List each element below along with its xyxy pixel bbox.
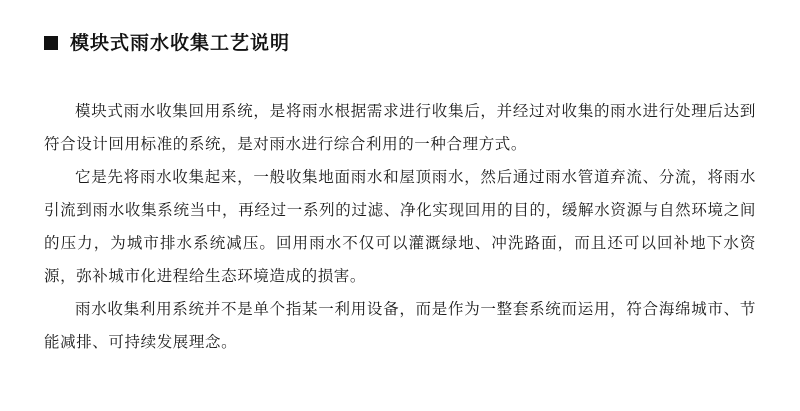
black-square-bullet-icon bbox=[44, 36, 58, 50]
page-title bbox=[44, 32, 756, 55]
paragraph-3: 雨水收集利用系统并不是单个指某一利用设备，而是作为一整套系统而运用，符合海绵城市、节能减排、可持续发展理念。 bbox=[44, 299, 756, 351]
page-title-text: 模块式雨水收集工艺说明 bbox=[70, 32, 291, 54]
document-body bbox=[44, 95, 756, 359]
paragraph-1: 模块式雨水收集回用系统，是将雨水根据需求进行收集后，并经过对收集的雨水进行处理后达到符合设计回用标准的系统，是对雨水进行综合利用的一种合理方式。 bbox=[44, 101, 756, 153]
paragraph-2: 它是先将雨水收集起来，一般收集地面雨水和屋顶雨水，然后通过雨水管道弃流、分流，将雨水引流到雨水收集系统当中，再经过一系列的过滤、净化实现回用的目的，缓解水资源与自然环境之间的压力，为城市排水系统减压。回用雨水不仅可以灌溉绿地、冲洗路面，而且还可以回补地下水资源，弥补城市化进程给生态环境造成的损害。 bbox=[44, 167, 756, 285]
